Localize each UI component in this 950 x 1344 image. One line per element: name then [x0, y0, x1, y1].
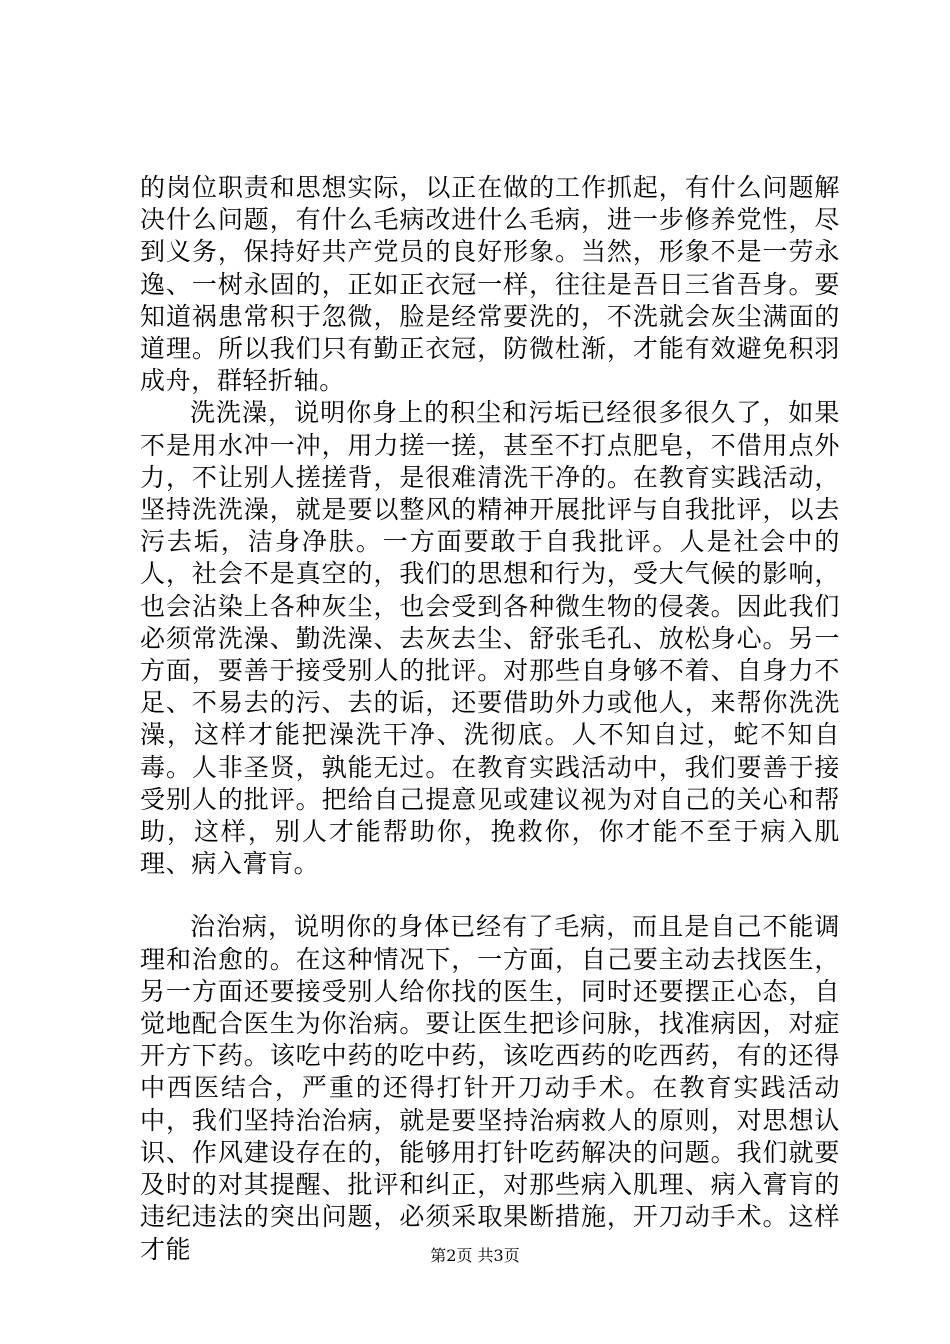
document-body [140, 172, 840, 1266]
page-footer: 第2页 共3页 [430, 1246, 520, 1265]
paragraph-continued: 的岗位职责和思想实际，以正在做的工作抓起，有什么问题解决什么问题，有什么毛病改进什么毛病，进一步修养党性，尽到义务，保持好共产党员的良好形象。当然，形象不是一劳永逸、一树永固的，正如正衣冠一样，往往是吾日三省吾身。要知道祸患常积于忽微，脸是经常要洗的，不洗就会灰尘满面的道理。所以我们只有勤正衣冠，防微杜渐，才能有效避免积羽成舟，群轻折轴。 [140, 173, 840, 396]
paragraph-bathing: 洗洗澡，说明你身上的积尘和污垢已经很多很久了，如果不是用水冲一冲，用力搓一搓，甚至不打点肥皂，不借用点外力，不让别人搓搓背，是很难清洗干净的。在教育实践活动，坚持洗洗澡，就是要以整风的精神开展批评与自我批评，以去污去垢，洁身净肤。一方面要敢于自我批评。人是社会中的人，社会不是真空的，我们的思想和行为，受大气候的影响，也会沾染上各种灰尘，也会受到各种微生物的侵袭。因此我们必须常洗澡、勤洗澡、去灰去尘、舒张毛孔、放松身心。另一方面，要善于接受别人的批评。对那些自身够不着、自身力不足、不易去的污、去的诟，还要借助外力或他人，来帮你洗洗澡，这样才能把澡洗干净、洗彻底。人不知自过，蛇不知自毒。人非圣贤，孰能无过。在教育实践活动中，我们要善于接受别人的批评。把给自己提意见或建议视为对自己的关心和帮助，这样，别人才能帮助你，挽救你，你才能不至于病入肌理、病入膏肓。 [140, 398, 840, 879]
paragraph-treating-illness: 治治病，说明你的身体已经有了毛病，而且是自己不能调理和治愈的。在这种情况下，一方面，自己要主动去找医生，另一方面还要接受别人给你找的医生，同时还要摆正心态，自觉地配合医生为你治病。要让医生把诊问脉，找准病因，对症开方下药。该吃中药的吃中药，该吃西药的吃西药，有的还得中西医结合，严重的还得打针开刀动手术。在教育实践活动中，我们坚持治治病，就是要坚持治病救人的原则，对思想认识、作风建设存在的，能够用打针吃药解决的问题。我们就要及时的对其提醒、批评和纠正，对那些病入肌理、病入膏肓的违纪违法的突出问题，必须采取果断措施，开刀动手术。这样才能 [140, 912, 840, 1264]
